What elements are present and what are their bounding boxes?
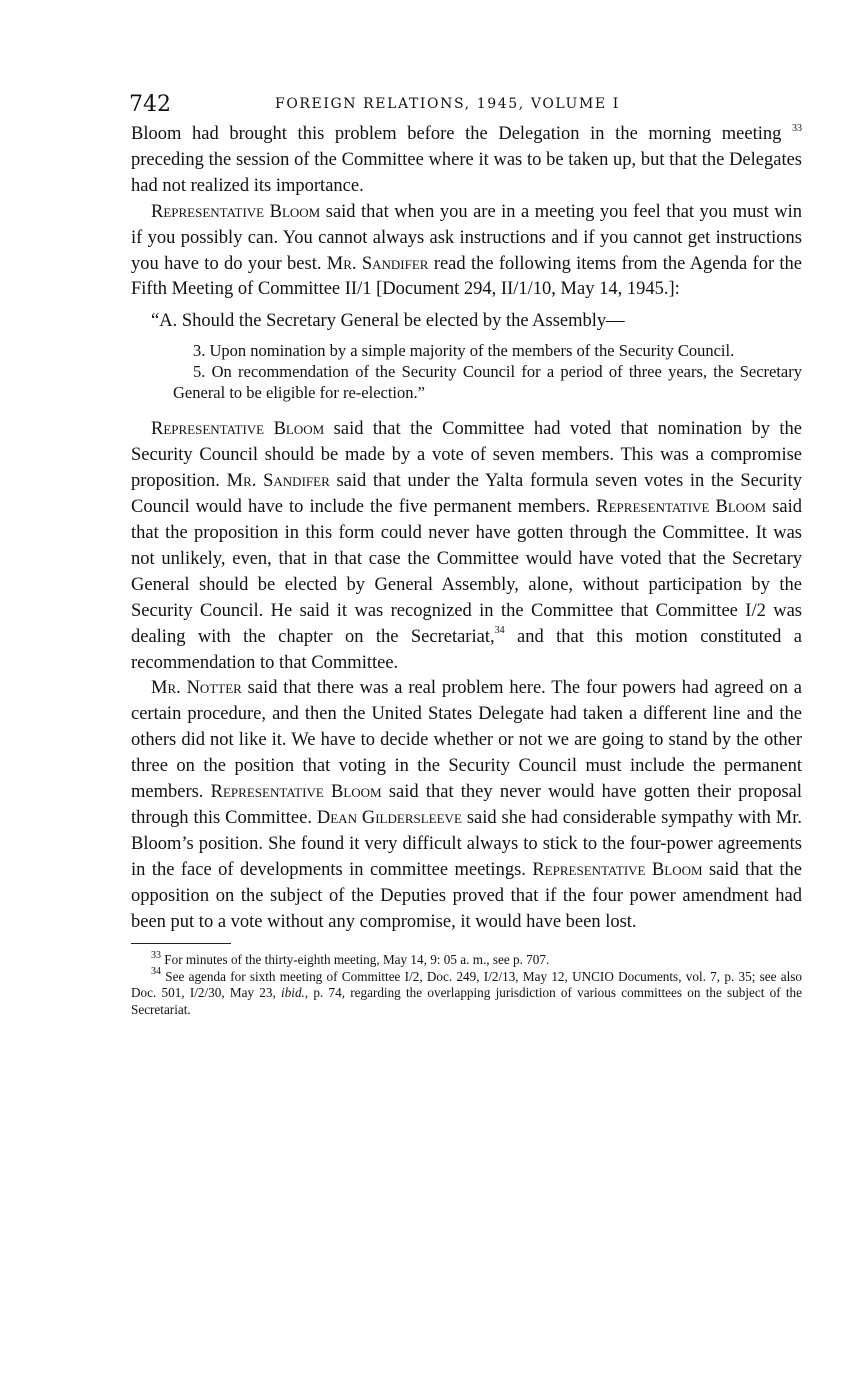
speaker-name: Mr. Notter [151, 678, 242, 699]
p3-text-4: and that this motion constituted a recommendation to that Committee. [131, 626, 802, 673]
quote-heading: “A. Should the Secretary General be elected by the Assembly— [151, 311, 625, 332]
footnotes [131, 952, 802, 1018]
paragraph-1 [131, 122, 802, 200]
speaker-name: Representative Bloom [596, 497, 767, 518]
p4-text-2: said that they never would have gotten their proposal through this Committee. [131, 782, 803, 828]
p1-text: Bloom had brought this problem before the Delegation in the morning meeting [131, 124, 782, 144]
footnote-text: For minutes of the thirty-eighth meeting, May 14, 9: 05 a. m., see p. 707. [164, 952, 550, 968]
page-header [131, 92, 802, 122]
footnote-ibid: ibid. [281, 985, 305, 1001]
footnote-ref-33: 33 [792, 122, 803, 134]
speaker-name: Representative Bloom [151, 201, 321, 222]
footnote-text-cont: , p. 74, regarding the overlapping jurisdiction of various committees on the subject of the Secretariat. [131, 985, 802, 1017]
paragraph-4 [131, 676, 802, 935]
document-page [131, 92, 802, 1018]
p1-text-cont: preceding the session of the Committee where it was to be taken up, but that the Delegates had not realized its importance. [131, 149, 802, 196]
p3-text-2: said that under the Yalta formula seven votes in the Security Council would have to include the five permanent members. [131, 471, 802, 518]
p2-text: said that when you are in a meeting you feel that you must win if you possibly can. You cannot always ask instructions and if you cannot get instructions you have to do your best. [131, 201, 803, 274]
p3-text: said that the Committee had voted that nomination by the Security Council should be made by a vote of seven members. This was a compromise proposition. [131, 419, 803, 492]
footnote-mark: 33 [151, 950, 161, 962]
paragraph-2 [131, 200, 802, 304]
speaker-name: Mr. Sandifer [326, 253, 429, 274]
paragraph-3 [131, 417, 802, 676]
quote-item-5: 5. On recommendation of the Security Council for a period of three years, the Secretary General to be eligible for re-election.” [173, 362, 802, 403]
body-text [131, 122, 802, 935]
p4-text: said that there was a real problem here. The four powers had agreed on a certain procedure, and then the United States Delegate had taken a different line and the others did not like it. We have to decide whether or not we are going to stand by the other three on the position that voting in the Security Council must include the permanent members. [131, 678, 803, 803]
p4-text-3: said she had considerable sympathy with Mr. Bloom’s position. She found it very difficult always to stick to the four-power agreements in the face of developments in committee meetings. [131, 807, 803, 880]
quote-item-3: 3. Upon nomination by a simple majority of the members of the Security Council. [193, 341, 735, 361]
footnote-mark: 34 [151, 966, 161, 978]
running-title: FOREIGN RELATIONS, 1945, VOLUME I [275, 96, 620, 112]
speaker-name: Dean Gildersleeve [316, 807, 462, 828]
footnote-33 [131, 952, 802, 968]
p3-text-3: said that the proposition in this form could never have gotten through the Committee. It was not unlikely, even, that in that case the Committee would have voted that the Secretary General should be elected by General Assembly, alone, without participation by the Security Council. He said it was recognized in the Committee that Committee I/2 was dealing with the chapter on the Secretariat, [131, 497, 803, 647]
speaker-name: Representative Bloom [210, 782, 382, 803]
footnote-ref-34: 34 [494, 625, 505, 637]
speaker-name: Representative Bloom [532, 859, 703, 880]
agenda-quote [131, 309, 802, 403]
footnote-divider [131, 943, 231, 944]
footnote-34 [131, 966, 803, 1018]
p2-text-cont: read the following items from the Agenda for the Fifth Meeting of Committee II/1 [Document 294, II/1/10, May 14, 1945.]: [131, 253, 803, 300]
speaker-name: Mr. Sandifer [226, 471, 330, 492]
speaker-name: Representative Bloom [151, 419, 325, 440]
footnote-text: See agenda for sixth meeting of Committee I/2, Doc. 249, I/2/13, May 12, UNCIO Documents, vol. 7, p. 35; see also Doc. 501, I/2/30, May 23, [131, 968, 803, 1001]
page-number: 742 [129, 92, 171, 117]
p4-text-4: said that the opposition on the subject of the Deputies proved that if the four power amendment had been put to a vote without any compromise, it would have been lost. [131, 859, 802, 932]
